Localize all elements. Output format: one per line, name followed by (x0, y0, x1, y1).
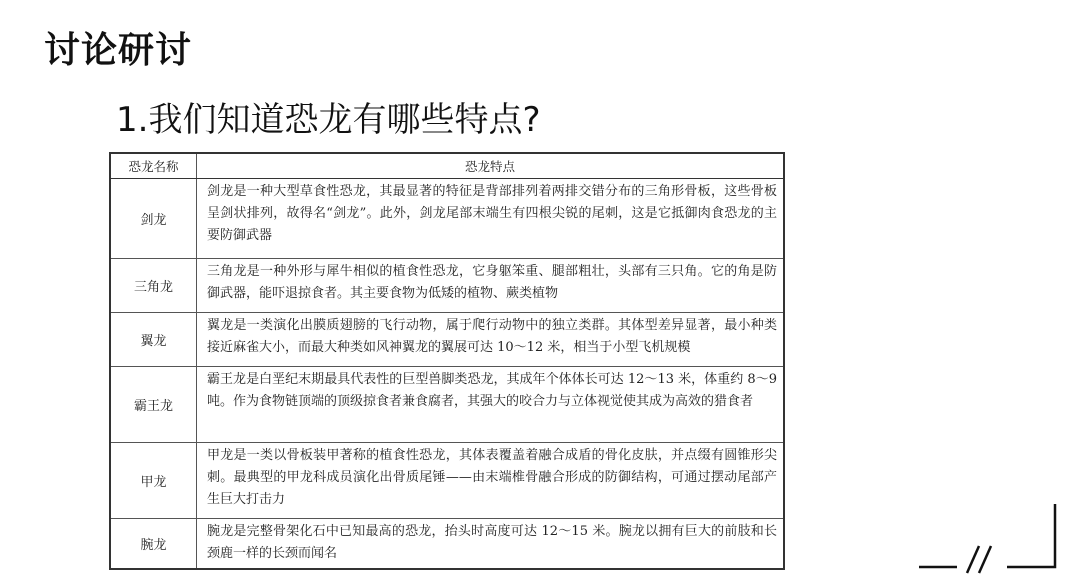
table-row (110, 367, 784, 443)
dinosaur-description-cell: 霸王龙是白垩纪末期最具代表性的巨型兽脚类恐龙，其成年个体体长可达 12～13 米，体重约 8～9 吨。作为食物链顶端的顶级掠食者兼食腐者，其强大的咬合力与立体视觉使其成为高效的猎食者 (197, 367, 785, 443)
dinosaur-name-cell: 剑龙 (110, 179, 197, 259)
header-dinosaur-features: 恐龙特点 (197, 153, 785, 179)
table-row (110, 179, 784, 259)
table-row (110, 519, 784, 569)
dinosaur-description-cell: 甲龙是一类以骨板装甲著称的植食性恐龙，其体表覆盖着融合成盾的骨化皮肤，并点缀有圆锥形尖刺。最典型的甲龙科成员演化出骨质尾锤——由末端椎骨融合形成的防御结构，可通过摆动尾部产生巨大打击力 (197, 443, 785, 519)
table-body (110, 179, 784, 569)
dinosaur-description-cell: 三角龙是一种外形与犀牛相似的植食性恐龙，它身躯笨重、腿部粗壮，头部有三只角。它的角是防御武器，能吓退掠食者。其主要食物为低矮的植物、蕨类植物 (197, 259, 785, 313)
table-row (110, 443, 784, 519)
dinosaur-description-cell: 腕龙是完整骨架化石中已知最高的恐龙，抬头时高度可达 12～15 米。腕龙以拥有巨大的前肢和长颈鹿一样的长颈而闻名 (197, 519, 785, 569)
dinosaur-name-cell: 翼龙 (110, 313, 197, 367)
dinosaur-name-cell: 霸王龙 (110, 367, 197, 443)
slide-title: 讨论研讨 (44, 30, 193, 71)
dinosaur-name-cell: 三角龙 (110, 259, 197, 313)
corner-decoration (915, 498, 1065, 578)
dinosaur-description-cell: 翼龙是一类演化出膜质翅膀的飞行动物，属于爬行动物中的独立类群。其体型差异显著，最小种类接近麻雀大小，而最大种类如风神翼龙的翼展可达 10～12 米，相当于小型飞机规模 (197, 313, 785, 367)
dinosaur-name-cell: 腕龙 (110, 519, 197, 569)
dinosaur-description-cell: 剑龙是一种大型草食性恐龙，其最显著的特征是背部排列着两排交错分布的三角形骨板，这些骨板呈剑状排列，故得名“剑龙”。此外，剑龙尾部末端生有四根尖锐的尾刺，这是它抵御肉食恐龙的主要防御武器 (197, 179, 785, 259)
table-header (110, 153, 784, 179)
dinosaur-table (109, 152, 785, 570)
table-row (110, 259, 784, 313)
header-dinosaur-name: 恐龙名称 (110, 153, 197, 179)
table-row (110, 313, 784, 367)
table-header-row (110, 153, 784, 179)
corner-bracket-shape (919, 504, 1055, 573)
dinosaur-name-cell: 甲龙 (110, 443, 197, 519)
question-heading: 1.我们知道恐龙有哪些特点? (116, 100, 541, 140)
